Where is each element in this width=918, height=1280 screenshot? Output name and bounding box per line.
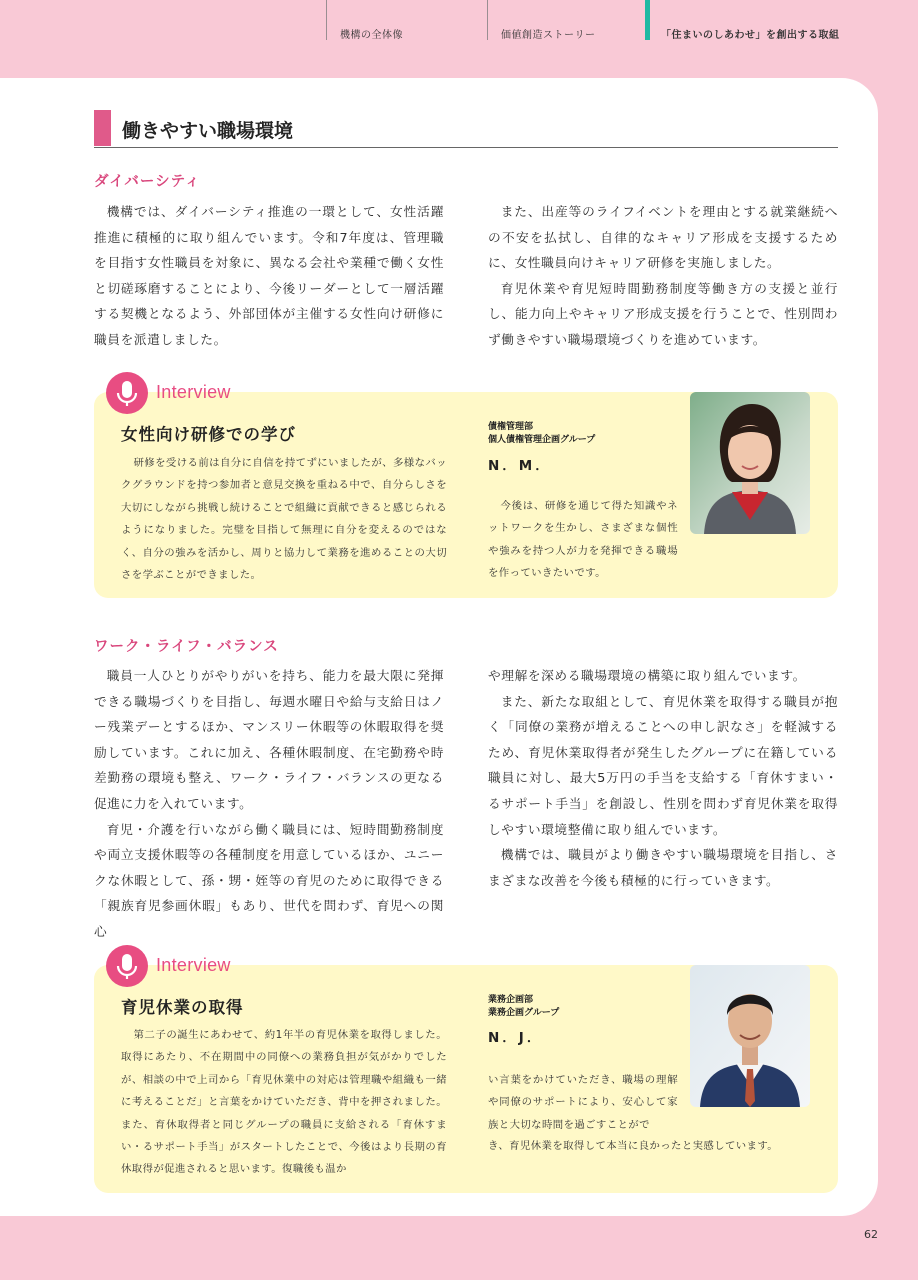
interview-label: Interview — [156, 382, 231, 402]
top-nav — [0, 0, 918, 78]
microphone-icon — [106, 945, 148, 987]
nav-tab-initiatives[interactable] — [645, 0, 840, 40]
interviewee-photo-man — [690, 965, 810, 1107]
wlb-paragraph: 育児・介護を行いながら働く職員には、短時間勤務制度や両立支援休暇等の各種制度を用意しているほか、ユニークな休暇として、孫・甥・姪等の育児のために取得できる「親族育児参画休暇」もあり、世代を問わず、育児への関心 — [94, 821, 444, 939]
wlb-paragraph: 機構では、職員がより働きやすい職場環境を目指し、さまざまな改善を今後も積極的に行っていきます。 — [488, 847, 838, 888]
wlb-title: ワーク・ライフ・バランス — [94, 639, 279, 655]
interview-label: Interview — [156, 955, 231, 975]
wlb-right-column — [488, 663, 838, 893]
department-name: 債権管理部 — [488, 422, 534, 432]
interviewee-initials: N．M． — [488, 458, 552, 474]
interview-text: 第二子の誕生にあわせて、約1年半の育児休業を取得しました。取得にあたり、不在期間中の同僚への業務負担が気がかりでしたが、相談の中で上司から「育児休業中の対応は管理職や組織も一緒に考えることだ」と言葉をかけていただき、背中を押されました。また、育休取得者と同じグループの職員に支給される「育休すまい・るサポート手当」がスタートしたことで、今後はより長期の育休取得が促進されると思います。復職後も温か — [121, 1029, 447, 1176]
nav-tab-label: 価値創造ストーリー — [501, 30, 596, 41]
interview-text-right: 今後は、研修を通じて得た知識やネットワークを生かし、さまざまな個性や強みを持つ人が力を発揮できる職場を作っていきたいです。 — [488, 500, 678, 580]
department-name: 業務企画部 — [488, 995, 534, 1005]
interview-text-right: い言葉をかけていただき、職場の理解や同僚のサポートにより、安心して家族と大切な時間を過ごすことがで — [488, 1074, 678, 1131]
wlb-paragraph: また、新たな取組として、育児休業を取得する職員が抱く「同僚の業務が増えることへの申し訳なさ」を軽減するため、育児休業取得者が発生したグループに在籍している職員に対し、最大5万円の手当を支給する「育休すまい・るサポート手当」を創設し、性別を問わず育児休業を取得しやすい環境整備に取り組んでいます。 — [488, 693, 838, 837]
diversity-paragraph: また、出産等のライフイベントを理由とする就業継続への不安を払拭し、自律的なキャリア形成を支援するために、女性職員向けキャリア研修を実施しました。 — [488, 204, 838, 271]
nav-tab-value-story[interactable] — [487, 0, 596, 40]
diversity-title: ダイバーシティ — [94, 174, 201, 190]
wlb-paragraph-continued: や理解を深める職場環境の構築に取り組んでいます。 — [488, 668, 806, 683]
section-title: 働きやすい職場環境 — [122, 120, 294, 142]
heading-accent-bar — [94, 110, 111, 146]
interview-title: 女性向け研修での学び — [121, 425, 296, 444]
nav-tab-label: 「住まいのしあわせ」を創出する取組 — [661, 30, 840, 41]
interviewee-department — [488, 994, 559, 1020]
diversity-paragraph: 育児休業や育児短時間勤務制度等働き方の支援と並行し、能力向上やキャリア形成支援を行うことで、性別問わず働きやすい職場環境づくりを進めています。 — [488, 280, 838, 347]
diversity-left-column — [94, 199, 444, 353]
interviewee-initials: N．J． — [488, 1030, 544, 1046]
nav-tab-overview[interactable] — [326, 0, 403, 40]
interview-title: 育児休業の取得 — [121, 998, 244, 1017]
interview-text: 研修を受ける前は自分に自信を持てずにいましたが、多様なバックグラウンドを持つ参加者と意見交換を重ねる中で、自分らしさを大切にしながら挑戦し続けることで組織に貢献できると感じられるようになりました。完璧を目指して無理に自分を変えるのではなく、自分の強みを活かし、周りと協力して業務を進めることの大切さを学ぶことができました。 — [121, 457, 447, 582]
group-name: 業務企画グループ — [488, 1008, 560, 1018]
section-heading — [94, 110, 838, 148]
wlb-paragraph: 職員一人ひとりがやりがいを持ち、能力を最大限に発揮できる職場づくりを目指し、毎週水曜日や給与支給日はノー残業デーとするほか、マンスリー休暇等の休暇取得を奨励しています。これに加え、各種休暇制度、在宅勤務や時差勤務の環境も整え、ワーク・ライフ・バランスの更なる促進に力を入れています。 — [94, 668, 444, 811]
diversity-right-column — [488, 199, 838, 353]
group-name: 個人債権管理企画グループ — [488, 435, 596, 445]
interview-text-right: き、育児休業を取得して本当に良かったと実感しています。 — [488, 1140, 779, 1152]
interviewee-photo-woman — [690, 392, 810, 534]
wlb-left-column — [94, 663, 444, 945]
diversity-paragraph: 機構では、ダイバーシティ推進の一環として、女性活躍推進に積極的に取り組んでいます。令和7年度は、管理職を目指す女性職員を対象に、異なる会社や業種で働く女性と切磋琢磨することにより、今後リーダーとして一層活躍する契機となるよう、外部団体が主催する女性向け研修に職員を派遣しました。 — [94, 204, 444, 347]
microphone-icon — [106, 372, 148, 414]
interviewee-department — [488, 421, 595, 447]
page-number: 62 — [864, 1228, 878, 1241]
nav-tab-label: 機構の全体像 — [340, 30, 403, 41]
